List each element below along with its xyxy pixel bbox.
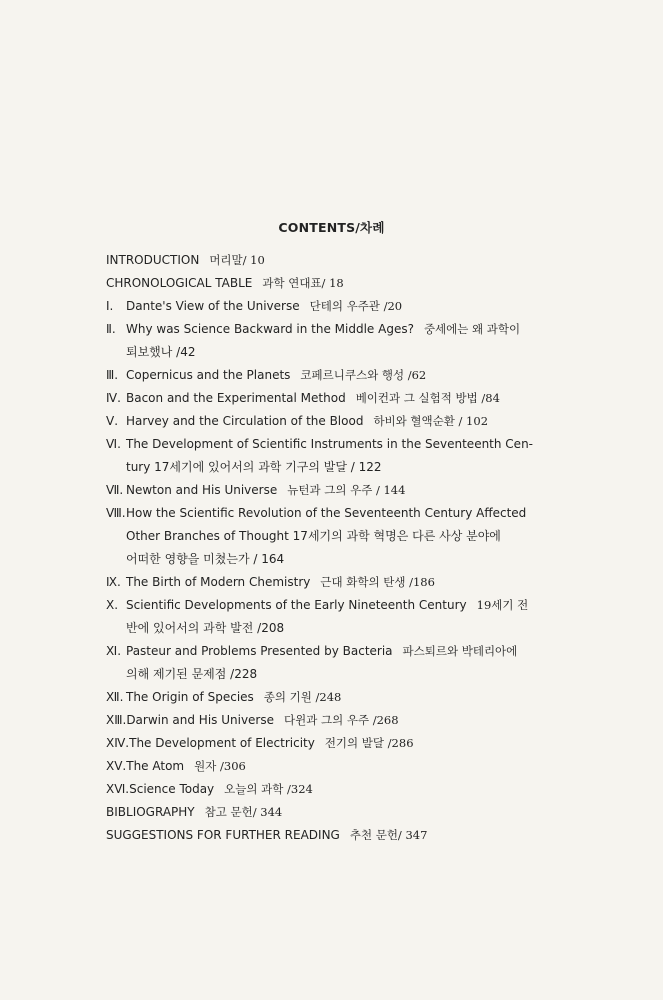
- chapter-number: Ⅹ.: [106, 598, 119, 612]
- chapter-number: Ⅷ.: [106, 506, 126, 520]
- chapter-number: ⅩⅥ.: [106, 782, 130, 796]
- toc-entry-chapter: [106, 295, 558, 318]
- chapter-title-en: Pasteur and Problems Presented by Bacteria: [126, 644, 393, 658]
- chapter-title-en: The Origin of Species: [126, 690, 254, 704]
- chapter-number: Ⅻ.: [106, 690, 124, 704]
- chapter-title-ko: 종의 기원 /248: [263, 690, 342, 704]
- toc-entry-chapter: [106, 755, 558, 778]
- chapter-number: ⅩⅣ.: [106, 736, 130, 750]
- toc-entry-chapter: [106, 778, 558, 801]
- chapter-number: Ⅵ.: [106, 437, 121, 451]
- chapter-line: [106, 732, 558, 755]
- chapter-title-ko: 오늘의 과학 /324: [224, 782, 313, 796]
- chapter-number: Ⅱ.: [106, 322, 116, 336]
- toc-entry-chronological-table: [106, 272, 558, 295]
- entry-title-ko: 참고 문헌/ 344: [204, 805, 283, 819]
- chapter-title-ko: 베이컨과 그 실험적 방법 /84: [355, 391, 500, 405]
- chapter-line: [106, 686, 558, 709]
- chapter-title-ko: 19세기 전: [476, 598, 529, 612]
- chapter-continuation-line: Other Branches of Thought 17세기의 과학 혁명은 다른 사상 분야에: [126, 529, 501, 543]
- chapter-title-ko: 다윈과 그의 우주 /268: [284, 713, 399, 727]
- chapter-title-en: The Development of Electricity: [129, 736, 315, 750]
- chapter-title-ko: 뉴턴과 그의 우주 / 144: [287, 483, 406, 497]
- chapter-line: [106, 318, 558, 341]
- chapter-title-en: The Birth of Modern Chemistry: [126, 575, 311, 589]
- chapter-title-en: Copernicus and the Planets: [126, 368, 291, 382]
- chapter-number: ⅩⅢ.: [106, 713, 127, 727]
- toc-entry-chapter: [106, 318, 558, 364]
- chapter-line: [106, 387, 558, 410]
- chapter-title-ko: 원자 /306: [194, 759, 246, 773]
- chapter-number: Ⅲ.: [106, 368, 119, 382]
- chapter-title-en: How the Scientific Revolution of the Seventeenth Century Affected: [126, 506, 527, 520]
- chapter-line: [106, 364, 558, 387]
- entry-title-en: SUGGESTIONS FOR FURTHER READING: [106, 828, 340, 842]
- chapter-number: Ⅴ.: [106, 414, 119, 428]
- page-title: CONTENTS/차례: [278, 220, 385, 235]
- toc-entry-chapter: [106, 433, 558, 479]
- chapter-title-en: Harvey and the Circulation of the Blood: [126, 414, 364, 428]
- chapter-title-en: Science Today: [129, 782, 215, 796]
- chapter-line: [106, 755, 558, 778]
- entry-title-en: CHRONOLOGICAL TABLE: [106, 276, 253, 290]
- toc-entry-chapter: [106, 364, 558, 387]
- chapter-title-ko: 파스퇴르와 박테리아에: [402, 644, 518, 658]
- chapter-title-en: Darwin and His Universe: [126, 713, 274, 727]
- chapter-number: Ⅸ.: [106, 575, 121, 589]
- toc-entry-chapter: [106, 709, 558, 732]
- toc-entry-chapter: [106, 640, 558, 686]
- chapter-title-en: Bacon and the Experimental Method: [126, 391, 346, 405]
- chapter-title-en: Newton and His Universe: [126, 483, 278, 497]
- chapter-line: [106, 640, 558, 663]
- chapter-title-ko: 단테의 우주관 /20: [309, 299, 403, 313]
- toc-entry-chapter: [106, 387, 558, 410]
- entry-title-ko: 머리말/ 10: [209, 253, 265, 267]
- entry-title-ko: 추천 문헌/ 347: [349, 828, 428, 842]
- toc-entry-chapter: [106, 571, 558, 594]
- chapter-line: [106, 594, 558, 617]
- table-of-contents: [106, 249, 558, 847]
- chapter-continuation-line: 의해 제기된 문제점 /228: [126, 667, 258, 681]
- chapter-continuation-line: tury 17세기에 있어서의 과학 기구의 발달 / 122: [126, 460, 382, 474]
- chapter-title-en: Scientific Developments of the Early Nineteenth Century: [126, 598, 467, 612]
- toc-entry-chapter: [106, 594, 558, 640]
- entry-title-en: INTRODUCTION: [106, 253, 200, 267]
- toc-entry-chapter: [106, 732, 558, 755]
- chapter-number: Ⅳ.: [106, 391, 121, 405]
- chapter-number: Ⅶ.: [106, 483, 124, 497]
- chapter-line: [106, 778, 558, 801]
- chapter-title-ko: 근대 화학의 탄생 /186: [320, 575, 435, 589]
- chapter-title-en: Dante's View of the Universe: [126, 299, 300, 313]
- chapter-number: Ⅺ.: [106, 644, 122, 658]
- chapter-number: ⅩⅤ.: [106, 759, 127, 773]
- chapter-line: [106, 502, 558, 525]
- chapter-title-en: The Development of Scientific Instruments in the Seventeenth Cen-: [126, 437, 533, 451]
- chapter-number: Ⅰ.: [106, 299, 114, 313]
- toc-entry-chapter: [106, 686, 558, 709]
- chapter-title-ko: 코페르니쿠스와 행성 /62: [300, 368, 427, 382]
- toc-entry-introduction: [106, 249, 558, 272]
- chapter-line: [106, 709, 558, 732]
- chapter-line: [106, 433, 558, 456]
- chapter-title-en: Why was Science Backward in the Middle Ages?: [126, 322, 414, 336]
- chapter-title-en: The Atom: [126, 759, 185, 773]
- entry-title-en: BIBLIOGRAPHY: [106, 805, 195, 819]
- chapter-list: [106, 295, 558, 801]
- chapter-title-ko: 하비와 혈액순환 / 102: [373, 414, 489, 428]
- chapter-continuation-line: 어떠한 영향을 미쳤는가 / 164: [126, 552, 285, 566]
- chapter-line: [106, 295, 558, 318]
- toc-entry-chapter: [106, 410, 558, 433]
- chapter-title-ko: 중세에는 왜 과학이: [423, 322, 521, 336]
- chapter-title-ko: 전기의 발달 /286: [324, 736, 414, 750]
- toc-entry-chapter: [106, 479, 558, 502]
- toc-entry-bibliography: [106, 801, 558, 824]
- chapter-line: [106, 410, 558, 433]
- entry-title-ko: 과학 연대표/ 18: [262, 276, 344, 290]
- chapter-line: [106, 479, 558, 502]
- toc-entry-chapter: [106, 502, 558, 571]
- toc-entry-further-reading: [106, 824, 558, 847]
- chapter-line: [106, 571, 558, 594]
- chapter-continuation-line: 반에 있어서의 과학 발전 /208: [126, 621, 285, 635]
- chapter-continuation-line: 퇴보했나 /42: [126, 345, 196, 359]
